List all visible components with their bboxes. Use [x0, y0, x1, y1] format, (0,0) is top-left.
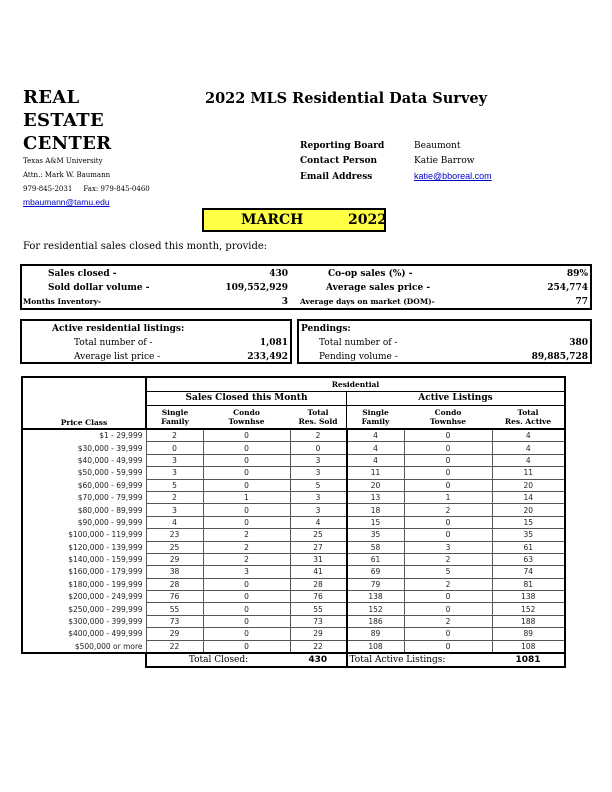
count-cell: 0 [404, 516, 492, 528]
table-row [22, 442, 565, 454]
count-cell: 55 [146, 603, 203, 615]
pending-volume-value: 89,885,728 [531, 352, 588, 362]
sales-closed-label: Sales closed - [48, 269, 117, 279]
count-cell: 0 [404, 529, 492, 541]
price-class-cell: $60,000 - 69,999 [22, 479, 146, 491]
count-cell: 18 [347, 504, 405, 516]
count-cell: 0 [404, 479, 492, 491]
count-cell: 11 [492, 467, 565, 479]
count-cell: 2 [146, 491, 203, 503]
price-class-table [21, 376, 566, 668]
count-cell: 4 [347, 442, 405, 454]
count-cell: 2 [404, 578, 492, 590]
count-cell: 76 [146, 591, 203, 603]
months-inventory-label: Months Inventory- [23, 297, 101, 306]
avg-price-label: Average sales price - [326, 283, 431, 293]
sold-volume-label: Sold dollar volume - [48, 283, 150, 293]
reporting-board-value: Beaumont [414, 141, 461, 151]
count-cell: 22 [290, 640, 347, 653]
count-cell: 23 [146, 529, 203, 541]
reporting-board-label: Reporting Board [300, 141, 385, 151]
count-cell: 35 [492, 529, 565, 541]
contact-person-value: Katie Barrow [414, 156, 475, 166]
price-class-cell: $80,000 - 89,999 [22, 504, 146, 516]
count-cell: 0 [404, 603, 492, 615]
contact-person-label: Contact Person [300, 156, 378, 166]
count-cell: 186 [347, 615, 405, 627]
contact-email-link[interactable]: katie@bboreal.com [414, 171, 492, 181]
org-logo [23, 86, 111, 155]
period-year: 2022 [348, 212, 387, 228]
total-active-value: 1081 [492, 653, 565, 667]
count-cell: 89 [347, 628, 405, 640]
total-closed-label: Total Closed: [146, 653, 290, 667]
table-row [22, 615, 565, 627]
count-cell: 81 [492, 578, 565, 590]
price-class-cell: $50,000 - 59,999 [22, 467, 146, 479]
count-cell: 5 [404, 566, 492, 578]
table-row [22, 566, 565, 578]
table-row [22, 516, 565, 528]
count-cell: 0 [203, 442, 290, 454]
count-cell: 2 [404, 504, 492, 516]
pending-total-value: 380 [569, 338, 588, 348]
count-cell: 79 [347, 578, 405, 590]
active-total-label: Total number of - [74, 338, 153, 348]
count-cell: 73 [146, 615, 203, 627]
price-class-cell: $250,000 - 299,999 [22, 603, 146, 615]
count-cell: 3 [290, 491, 347, 503]
count-cell: 58 [347, 541, 405, 553]
col-sold-single-family: Single Family [161, 407, 189, 426]
count-cell: 2 [203, 529, 290, 541]
price-class-cell: $140,000 - 159,999 [22, 553, 146, 565]
col-active-single-family: Single Family [361, 407, 390, 426]
count-cell: 15 [347, 516, 405, 528]
count-cell: 73 [290, 615, 347, 627]
count-cell: 0 [404, 467, 492, 479]
count-cell: 0 [404, 628, 492, 640]
pendings-heading: Pendings: [301, 324, 351, 334]
count-cell: 13 [347, 491, 405, 503]
avg-list-label: Average list price - [74, 352, 161, 362]
count-cell: 22 [146, 640, 203, 653]
org-email-link[interactable]: mbaumann@tamu.edu [23, 197, 110, 207]
total-closed-value: 430 [290, 653, 347, 667]
count-cell: 20 [347, 479, 405, 491]
page-title: 2022 MLS Residential Data Survey [205, 90, 488, 107]
coop-value: 89% [566, 269, 588, 279]
count-cell: 0 [203, 454, 290, 466]
logo-line: ESTATE [23, 110, 105, 131]
count-cell: 25 [146, 541, 203, 553]
count-cell: 138 [492, 591, 565, 603]
sales-closed-value: 430 [269, 269, 288, 279]
count-cell: 4 [347, 429, 405, 442]
count-cell: 63 [492, 553, 565, 565]
count-cell: 138 [347, 591, 405, 603]
count-cell: 25 [290, 529, 347, 541]
count-cell: 0 [203, 516, 290, 528]
count-cell: 2 [404, 553, 492, 565]
price-class-cell: $400,000 - 499,999 [22, 628, 146, 640]
dom-label: Average days on market (DOM)- [300, 297, 435, 306]
count-cell: 0 [146, 442, 203, 454]
count-cell: 4 [146, 516, 203, 528]
months-inventory-value: 3 [281, 297, 288, 307]
count-cell: 108 [492, 640, 565, 653]
count-cell: 20 [492, 504, 565, 516]
count-cell: 69 [347, 566, 405, 578]
price-class-cell: $180,000 - 199,999 [22, 578, 146, 590]
price-class-cell: $120,000 - 139,999 [22, 541, 146, 553]
count-cell: 2 [203, 541, 290, 553]
count-cell: 4 [492, 442, 565, 454]
count-cell: 61 [492, 541, 565, 553]
count-cell: 38 [146, 566, 203, 578]
count-cell: 152 [347, 603, 405, 615]
table-row [22, 504, 565, 516]
count-cell: 152 [492, 603, 565, 615]
count-cell: 27 [290, 541, 347, 553]
count-cell: 3 [290, 467, 347, 479]
price-class-cell: $40,000 - 49,999 [22, 454, 146, 466]
table-row [22, 553, 565, 565]
count-cell: 0 [404, 640, 492, 653]
count-cell: 28 [146, 578, 203, 590]
count-cell: 1 [404, 491, 492, 503]
count-cell: 11 [347, 467, 405, 479]
table-row [22, 429, 565, 442]
count-cell: 31 [290, 553, 347, 565]
count-cell: 14 [492, 491, 565, 503]
period-month: MARCH [241, 212, 304, 228]
count-cell: 188 [492, 615, 565, 627]
contact-info [300, 139, 492, 185]
count-cell: 3 [146, 467, 203, 479]
table-row [22, 491, 565, 503]
price-class-cell: $200,000 - 249,999 [22, 591, 146, 603]
count-cell: 0 [203, 578, 290, 590]
count-cell: 29 [290, 628, 347, 640]
count-cell: 3 [290, 504, 347, 516]
count-cell: 0 [404, 591, 492, 603]
count-cell: 3 [146, 454, 203, 466]
price-class-cell: $1 - 29,999 [22, 429, 146, 442]
table-row [22, 591, 565, 603]
count-cell: 29 [146, 628, 203, 640]
table-row [22, 578, 565, 590]
count-cell: 4 [492, 429, 565, 442]
count-cell: 5 [146, 479, 203, 491]
count-cell: 0 [404, 442, 492, 454]
count-cell: 55 [290, 603, 347, 615]
price-class-cell: $500,000 or more [22, 640, 146, 653]
count-cell: 2 [203, 553, 290, 565]
count-cell: 35 [347, 529, 405, 541]
table-row [22, 603, 565, 615]
count-cell: 28 [290, 578, 347, 590]
count-cell: 4 [347, 454, 405, 466]
col-active-total: Total Res. Active [492, 405, 565, 429]
count-cell: 3 [290, 454, 347, 466]
attention: Attn.: Mark W. Baumann [23, 171, 111, 179]
pending-volume-label: Pending volume - [319, 352, 398, 362]
active-listings-header: Active Listings [347, 391, 566, 405]
table-row [22, 454, 565, 466]
count-cell: 0 [203, 628, 290, 640]
count-cell: 0 [203, 479, 290, 491]
col-sold-condo: Condo Townhse [228, 407, 265, 426]
table-row [22, 529, 565, 541]
count-cell: 0 [404, 454, 492, 466]
price-class-cell: $30,000 - 39,999 [22, 442, 146, 454]
logo-line: REAL [23, 87, 80, 108]
phone-fax: 979-845-2031 Fax: 979-845-0460 [23, 185, 150, 193]
university: Texas A&M University [23, 157, 103, 165]
count-cell: 2 [404, 615, 492, 627]
sales-closed-header: Sales Closed this Month [146, 391, 347, 405]
price-class-cell: $300,000 - 399,999 [22, 615, 146, 627]
active-heading: Active residential listings: [52, 324, 185, 334]
total-active-label: Total Active Listings: [347, 653, 493, 667]
count-cell: 89 [492, 628, 565, 640]
residential-header: Residential [146, 377, 565, 391]
active-listings-box [20, 319, 292, 364]
avg-price-value: 254,774 [547, 283, 588, 293]
table-row [22, 541, 565, 553]
logo-line: CENTER [23, 133, 112, 154]
count-cell: 0 [203, 504, 290, 516]
count-cell: 0 [203, 591, 290, 603]
count-cell: 3 [146, 504, 203, 516]
table-row [22, 640, 565, 653]
count-cell: 1 [203, 491, 290, 503]
count-cell: 61 [347, 553, 405, 565]
sold-volume-value: 109,552,929 [225, 283, 288, 293]
count-cell: 0 [203, 603, 290, 615]
count-cell: 29 [146, 553, 203, 565]
count-cell: 15 [492, 516, 565, 528]
count-cell: 0 [203, 640, 290, 653]
count-cell: 4 [290, 516, 347, 528]
count-cell: 4 [492, 454, 565, 466]
table-row [22, 479, 565, 491]
price-class-cell: $160,000 - 179,999 [22, 566, 146, 578]
email-label: Email Address [300, 172, 373, 182]
price-class-cell: $70,000 - 79,999 [22, 491, 146, 503]
sales-summary-box [20, 264, 592, 310]
price-class-cell: $90,000 - 99,999 [22, 516, 146, 528]
count-cell: 76 [290, 591, 347, 603]
pending-total-label: Total number of - [319, 338, 398, 348]
col-sold-total: Total Res. Sold [290, 405, 347, 429]
dom-value: 77 [575, 297, 588, 307]
count-cell: 108 [347, 640, 405, 653]
table-row [22, 628, 565, 640]
count-cell: 2 [290, 429, 347, 442]
count-cell: 0 [203, 467, 290, 479]
count-cell: 0 [203, 615, 290, 627]
count-cell: 0 [203, 429, 290, 442]
avg-list-value: 233,492 [247, 352, 288, 362]
pendings-box [297, 319, 592, 364]
price-class-cell: $100,000 - 119,999 [22, 529, 146, 541]
count-cell: 5 [290, 479, 347, 491]
count-cell: 41 [290, 566, 347, 578]
count-cell: 0 [404, 429, 492, 442]
active-total-value: 1,081 [259, 338, 288, 348]
period-banner [202, 208, 386, 232]
count-cell: 0 [290, 442, 347, 454]
count-cell: 3 [203, 566, 290, 578]
coop-label: Co-op sales (%) - [328, 269, 413, 279]
count-cell: 3 [404, 541, 492, 553]
col-active-condo: Condo Townhse [429, 407, 467, 426]
count-cell: 74 [492, 566, 565, 578]
price-class-header: Price Class [22, 377, 146, 429]
count-cell: 2 [146, 429, 203, 442]
count-cell: 20 [492, 479, 565, 491]
provide-instruction: For residential sales closed this month, provide: [23, 241, 268, 252]
table-row [22, 467, 565, 479]
